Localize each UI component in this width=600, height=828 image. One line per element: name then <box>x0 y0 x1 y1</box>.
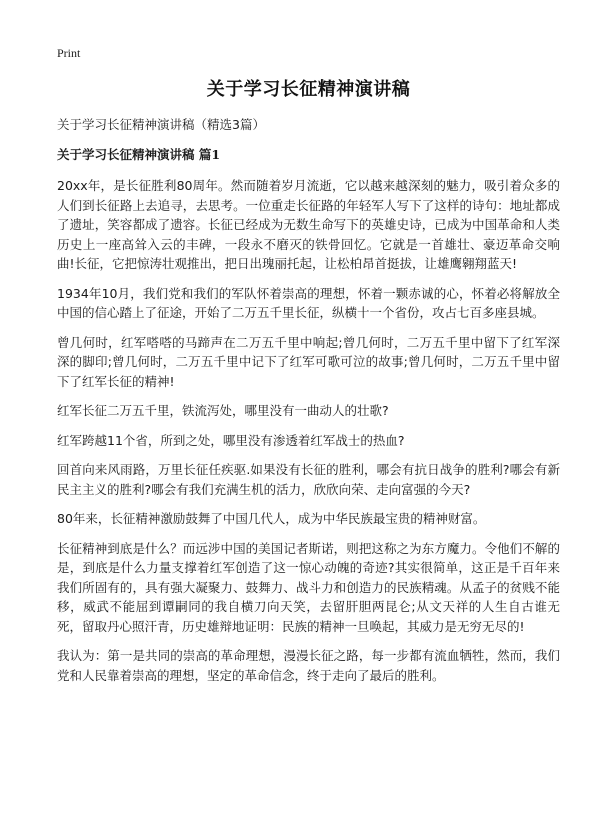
paragraph: 20xx年，是长征胜利80周年。然而随着岁月流逝，它以越来越深刻的魅力，吸引着众多的人们到长征路上去追寻，去思考。一位重走长征路的年轻军人写下了这样的诗句：地址都成了遗址，笑容都成了遗容。长征已经成为无数生命写下的英雄史诗，已成为中国革命和人类历史上一座高耸入云的丰碑，一段永不磨灭的铁骨回忆。它就是一首雄壮、豪迈革命交响曲!长征，它把惊涛壮观推出，把日出瑰丽托起，让松柏昂首挺拔，让雄鹰翱翔蓝天! <box>57 178 560 271</box>
paragraph: 红军跨越11个省，所到之处，哪里没有渗透着红军战士的热血? <box>57 432 405 448</box>
paragraph: 曾几何时，红军嗒嗒的马蹄声在二万五千里中响起;曾几何时，二万五千里中留下了红军深深的脚印;曾几何时，二万五千里中记下了红军可歌可泣的故事;曾几何时，二万五千里中留下了红军长征的精神! <box>57 334 560 389</box>
paragraph: 我认为：第一是共同的崇高的革命理想，漫漫长征之路，每一步都有流血牺牲，然而，我们党和人民靠着崇高的理想，坚定的革命信念，终于走向了最后的胜利。 <box>57 648 560 683</box>
paragraph: 回首向来风雨路，万里长征任疾驱.如果没有长征的胜利，哪会有抗日战争的胜利?哪会有新民主主义的胜利?哪会有我们充满生机的活力，欣欣向荣、走向富强的今天? <box>57 462 560 497</box>
section-heading: 关于学习长征精神演讲稿 篇1 <box>57 147 221 162</box>
paragraph: 80年来，长征精神激励鼓舞了中国几代人，成为中华民族最宝贵的精神财富。 <box>57 511 486 526</box>
document-subtitle: 关于学习长征精神演讲稿（精选3篇） <box>57 117 265 132</box>
document-title: 关于学习长征精神演讲稿 <box>206 79 411 100</box>
print-link[interactable]: Print <box>57 46 81 60</box>
paragraph: 1934年10月，我们党和我们的军队怀着崇高的理想，怀着一颗赤诚的心，怀着必将解放全中国的信心踏上了征途，开始了二万五千里长征，纵横十一个省份，攻占七百多座县城。 <box>57 285 560 320</box>
paragraph: 长征精神到底是什么？而远涉中国的美国记者斯诺，则把这称之为东方魔力。令他们不解的是，到底是什么力量支撑着红军创造了这一惊心动魄的奇迹?其实很简单，这正是千百年来我们所固有的，具有强大凝聚力、鼓舞力、战斗力和创造力的民族精魂。从孟子的贫贱不能移，威武不能屈到谭嗣同的我自横刀向天笑，去留肝胆两昆仑;从文天祥的人生自古谁无死，留取丹心照汗青，历史雄辩地证明：民族的精神一旦唤起，其威力是无穷无尽的! <box>57 540 560 634</box>
paragraph: 红军长征二万五千里，铁流泻处，哪里没有一曲动人的壮歌? <box>57 403 389 418</box>
